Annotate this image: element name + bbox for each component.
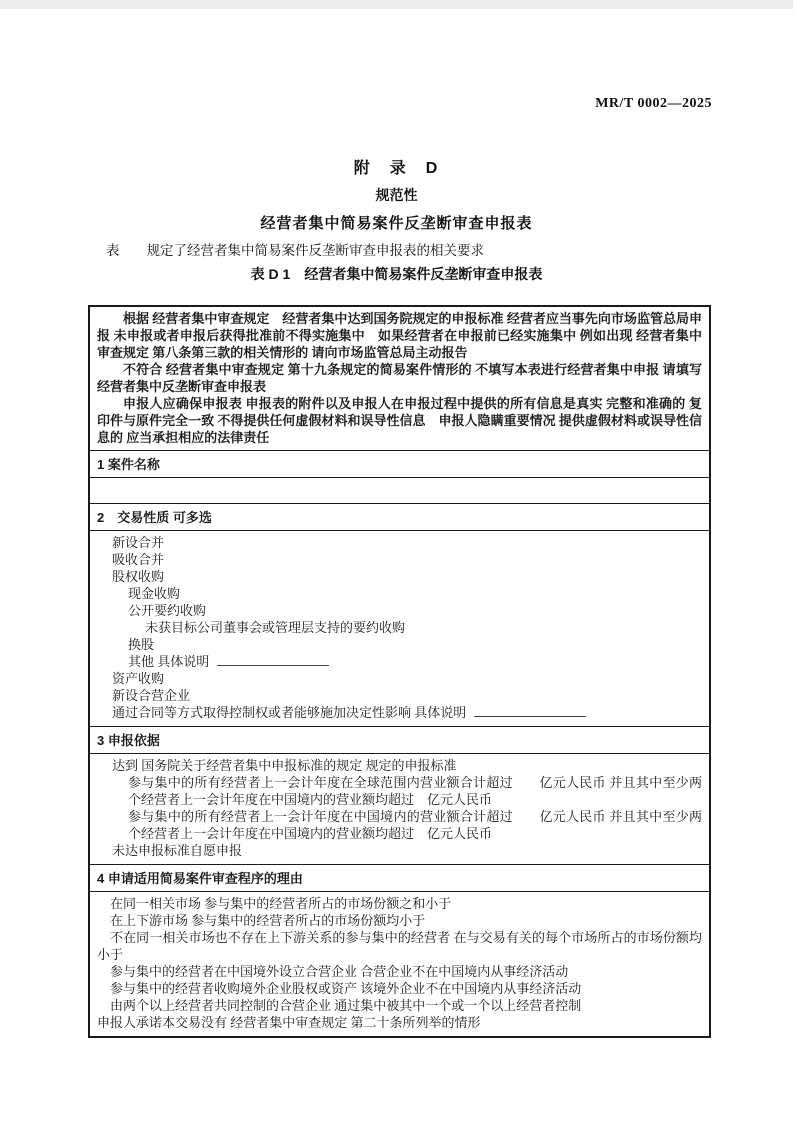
- form-option-label: 现金收购: [128, 586, 181, 601]
- appendix-title-block: [0, 155, 793, 233]
- section-3-options: [90, 753, 709, 864]
- form-option: [97, 997, 702, 1014]
- case-name-blank-field: [90, 477, 709, 503]
- form-option: [97, 929, 702, 963]
- declaration-form-table: [88, 305, 711, 1038]
- form-option-label: 换股: [128, 637, 155, 652]
- form-option-label: 新设合营企业: [112, 688, 191, 703]
- form-option-label: 申报人承诺本交易没有 经营者集中审查规定 第二十条所列举的情形: [97, 1015, 481, 1030]
- table-caption: 表 D 1 经营者集中简易案件反垄断审查申报表: [250, 266, 543, 282]
- table-requirement-line: 表 规定了经营者集中简易案件反垄断审查申报表的相关要求: [106, 243, 484, 258]
- form-option: [97, 963, 702, 980]
- form-option: [97, 980, 702, 997]
- section-1-heading: 1 案件名称: [90, 450, 709, 477]
- form-option-label: 由两个以上经营者共同控制的合营企业 通过集中被其中一个或一个以上经营者控制: [110, 998, 582, 1013]
- form-option: [97, 912, 702, 929]
- form-option-label: 在上下游市场 参与集中的经营者所占的市场份额均小于: [110, 913, 426, 928]
- form-option: [128, 602, 702, 619]
- form-option: [128, 636, 702, 653]
- form-option: [112, 568, 702, 585]
- preamble-paragraph: 不符合 经营者集中审查规定 第十九条规定的简易案件情形的 不填写本表进行经营者集中申报 请填写经营者集中反垄断审查申报表: [97, 362, 702, 394]
- preamble-paragraph: 根据 经营者集中审查规定 经营者集中达到国务院规定的申报标准 经营者应当事先向市场监管总局申报 未申报或者申报后获得批准前不得实施集中 如果经营者在申报前已经实施集中 例如出现 经营者集中审查规定 第八条第三款的相关情形的 请向市场监管总局主动报告: [97, 311, 702, 360]
- form-option: [128, 774, 702, 808]
- form-option-label: 新设合并: [112, 535, 165, 550]
- appendix-normative-label: 规范性: [375, 187, 418, 203]
- form-option-label: 未获目标公司董事会或管理层支持的要约收购: [145, 620, 406, 635]
- scan-edge-artifact: [0, 0, 793, 9]
- form-option: [112, 757, 702, 774]
- section-2-options: [90, 530, 709, 726]
- form-option-label: 不在同一相关市场也不存在上下游关系的参与集中的经营者 在与交易有关的每个市场所占的市场份额均小于: [97, 930, 702, 962]
- form-option-label: 吸收合并: [112, 552, 165, 567]
- appendix-heading: 附 录 D: [353, 160, 440, 177]
- form-option: [112, 551, 702, 568]
- form-option: [112, 534, 702, 551]
- appendix-subtitle: 经营者集中简易案件反垄断审查申报表: [260, 215, 533, 232]
- section-4-heading: 4 申请适用简易案件审查程序的理由: [90, 864, 709, 891]
- form-option: [112, 670, 702, 687]
- form-option-label: 资产收购: [112, 671, 165, 686]
- form-option: [145, 619, 702, 636]
- section-2-heading: 2 交易性质 可多选: [90, 503, 709, 530]
- form-option: [112, 687, 702, 704]
- form-option: [112, 842, 702, 859]
- form-option-label: 公开要约收购: [128, 603, 207, 618]
- form-option: [97, 1014, 702, 1031]
- section-3-heading: 3 申报依据: [90, 726, 709, 753]
- form-option-label: 通过合同等方式取得控制权或者能够施加决定性影响 具体说明: [112, 705, 467, 720]
- form-option-label: 参与集中的所有经营者上一会计年度在全球范围内营业额合计超过 亿元人民币 并且其中至少两个经营者上一会计年度在中国境内的营业额均超过 亿元人民币: [128, 775, 702, 807]
- standard-number: MR/T 0002—2025: [595, 96, 712, 111]
- form-option-label: 在同一相关市场 参与集中的经营者所占的市场份额之和小于: [110, 896, 452, 911]
- section-4-options: [90, 891, 709, 1036]
- form-option: [128, 585, 702, 602]
- form-option-label: 参与集中的所有经营者上一会计年度在中国境内的营业额合计超过 亿元人民币 并且其中至少两个经营者上一会计年度在中国境内的营业额均超过 亿元人民币: [128, 809, 702, 841]
- fill-in-blank: [217, 653, 329, 666]
- form-option-label: 达到 国务院关于经营者集中申报标准的规定 规定的申报标准: [112, 758, 457, 773]
- fill-in-blank: [474, 704, 586, 717]
- form-option: [128, 808, 702, 842]
- form-option: [97, 895, 702, 912]
- form-preamble: [90, 307, 709, 450]
- form-option: [112, 704, 702, 721]
- preamble-paragraph: 申报人应确保申报表 申报表的附件以及申报人在申报过程中提供的所有信息是真实 完整和准确的 复印件与原件完全一致 不得提供任何虚假材料和误导性信息 申报人隐瞒重要情况 提供虚假材料或误导性信息的 应当承担相应的法律责任: [97, 396, 702, 445]
- form-option-label: 参与集中的经营者在中国境外设立合营企业 合营企业不在中国境内从事经济活动: [110, 964, 569, 979]
- form-option-label: 股权收购: [112, 569, 165, 584]
- form-option-label: 其他 具体说明: [128, 654, 210, 669]
- form-option-label: 未达申报标准自愿申报: [112, 843, 243, 858]
- form-option-label: 参与集中的经营者收购境外企业股权或资产 该境外企业不在中国境内从事经济活动: [110, 981, 582, 996]
- form-option: [128, 653, 702, 670]
